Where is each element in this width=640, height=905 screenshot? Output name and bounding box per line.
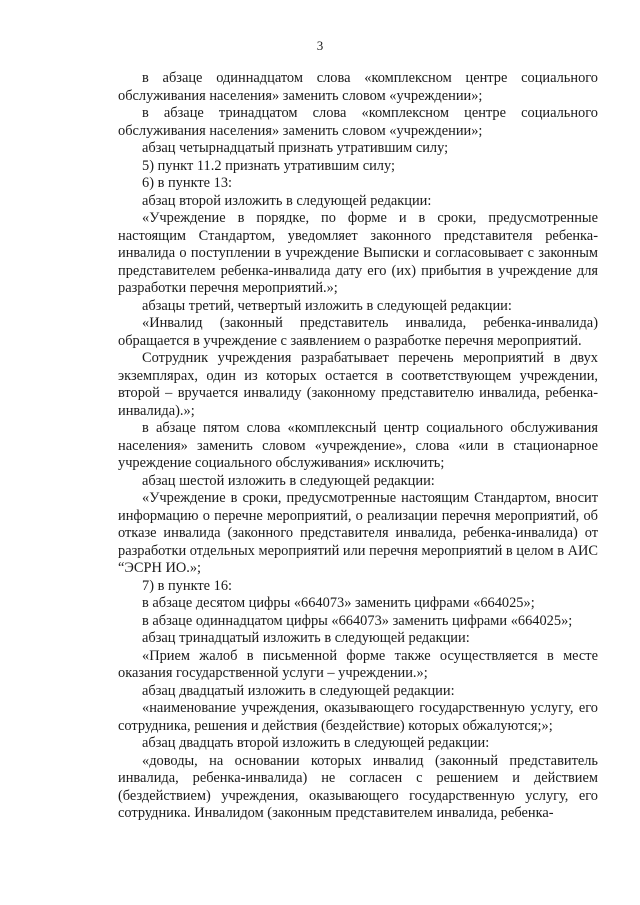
- paragraph: абзац четырнадцатый признать утратившим силу;: [142, 140, 449, 156]
- paragraph: абзац двадцатый изложить в следующей редакции:: [142, 682, 455, 699]
- paragraph: «Учреждение в сроки, предусмотренные настоящим Стандартом, вносит информацию о перечне мероприятий, о реализации перечня мероприятий, об отказе инвалида (законного представителя инвалида, ребенка-инвалида) от разработки отдельных мероприятий или перечня мероприятий в целом в АИС “ЭСРН ИО.»;: [118, 490, 598, 576]
- paragraph: 6) в пункте 13:: [142, 175, 233, 191]
- paragraph: «Прием жалоб в письменной форме также осуществляется в месте оказания государственной услуги – учреждении.»;: [118, 647, 598, 681]
- paragraph: в абзаце тринадцатом слова «комплексном центре социального обслуживания населения» заменить словом «учреждении»;: [118, 105, 598, 139]
- paragraph: в абзаце одиннадцатом слова «комплексном центре социального обслуживания населения» заменить словом «учреждении»;: [118, 70, 598, 104]
- paragraph: Сотрудник учреждения разрабатывает перечень мероприятий в двух экземплярах, один из которых остается в соответствующем учреждении, второй – вручается инвалиду (законному представителю инвалида, ребенка-инвалида).»;: [118, 350, 598, 419]
- paragraph: абзац шестой изложить в следующей редакции:: [142, 472, 435, 489]
- paragraph: «Учреждение в порядке, по форме и в сроки, предусмотренные настоящим Стандартом, уведомляет законного представителя ребенка-инвалида о поступлении в учреждение Выписки и согласовывает с законным представителем ребенка-инвалида дату его (их) прибытия в учреждение для разработки перечня мероприятий.»;: [118, 210, 598, 296]
- paragraph: 7) в пункте 16:: [142, 577, 233, 594]
- paragraph: «наименование учреждения, оказывающего государственную услугу, его сотрудника, решения и действия (бездействие) которых обжалуются;»;: [118, 700, 598, 734]
- document-body: [118, 70, 598, 823]
- paragraph: «доводы, на основании которых инвалид (законный представитель инвалида, ребенка-инвалида) не согласен с решением и действием (бездействием) учреждения, оказывающего государственную услугу, его сотрудника. Инвалидом (законным представителем инвалида, ребенка-: [118, 752, 598, 821]
- page-number: 3: [316, 38, 324, 53]
- paragraph: в абзаце десятом цифры «664073» заменить цифрами «664025»;: [142, 595, 535, 611]
- paragraph: в абзаце пятом слова «комплексный центр социального обслуживания населения» заменить словом «учреждение», слова «или в стационарное учреждение социального обслуживания» исключить;: [118, 420, 598, 471]
- paragraph: абзацы третий, четвертый изложить в следующей редакции:: [142, 297, 512, 314]
- paragraph: 5) пункт 11.2 признать утратившим силу;: [142, 157, 395, 174]
- paragraph: абзац двадцать второй изложить в следующей редакции:: [142, 735, 490, 751]
- paragraph: абзац тринадцатый изложить в следующей редакции:: [142, 630, 470, 646]
- paragraph: абзац второй изложить в следующей редакции:: [142, 192, 432, 209]
- paragraph: «Инвалид (законный представитель инвалида, ребенка-инвалида) обращается в учреждение с заявлением о разработке перечня мероприятий.: [118, 315, 598, 349]
- paragraph: в абзаце одиннадцатом цифры «664073» заменить цифрами «664025»;: [142, 612, 573, 629]
